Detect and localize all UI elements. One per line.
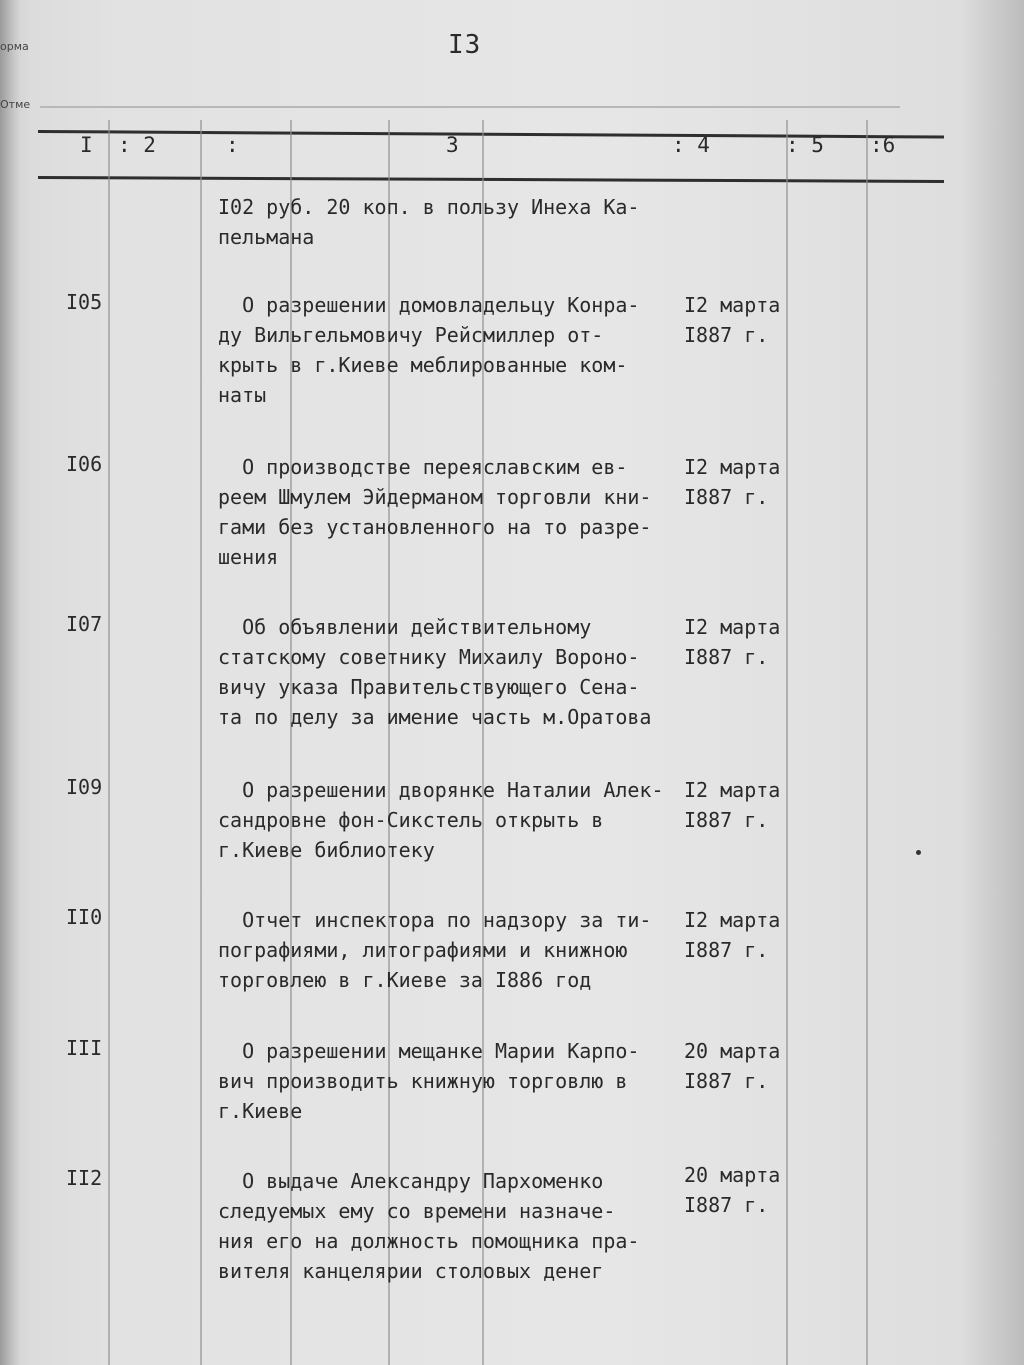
entry-date [684, 452, 780, 512]
header-col-1: I [80, 133, 93, 157]
entry-line: та по делу за имение часть м.Оратова [218, 705, 652, 729]
entry-line: пографиями, литографиями и книжною [218, 938, 628, 962]
entry-line: статскому советнику Михаилу Вороно- [218, 645, 640, 669]
binding-label-bottom: Отме [0, 98, 31, 111]
header-col-5: : 5 [786, 133, 824, 157]
entry-text [218, 1036, 698, 1126]
entry-line: крыть в г.Киеве меблированные ком- [218, 353, 628, 377]
entry-number: II0 [66, 905, 103, 929]
page-binding [0, 0, 22, 1365]
header-col-6: :6 [870, 133, 896, 157]
entry-date-line: I887 г. [684, 1069, 769, 1093]
entry-number: III [66, 1036, 103, 1060]
entry-line: вителя канцелярии столовых денег [218, 1259, 604, 1283]
entry-date-line: I887 г. [684, 323, 769, 347]
entry-date [684, 290, 780, 350]
bleed-through-rule [40, 106, 900, 108]
entry-line: О производстве переяславским ев- [218, 455, 628, 479]
entry-number: I09 [66, 775, 103, 799]
continuation-text [218, 192, 698, 252]
entry-date [684, 1160, 780, 1220]
entry-date-line: I887 г. [684, 1193, 769, 1217]
entry-line: реем Шмулем Эйдерманом торговли кни- [218, 485, 652, 509]
header-col-4: : 4 [672, 133, 710, 157]
entry-date [684, 1036, 780, 1096]
entry-date-line: I2 марта [684, 293, 781, 317]
table-header-bottom-rule [38, 176, 944, 183]
column-divider-6 [786, 120, 788, 1365]
entry-line: Об объявлении действительному [218, 615, 592, 639]
entry-text [218, 612, 698, 732]
entry-line: О выдаче Александру Пархоменко [218, 1169, 604, 1193]
entry-date-line: 20 марта [684, 1163, 781, 1187]
entry-line: О разрешении дворянке Наталии Алек- [218, 778, 664, 802]
page-number: I3 [448, 30, 482, 60]
column-divider-2 [200, 120, 202, 1365]
entry-date-line: I2 марта [684, 615, 781, 639]
continuation-line: пельмана [218, 225, 315, 249]
entry-date [684, 905, 780, 965]
header-col-3: 3 [446, 133, 459, 157]
entry-text [218, 1166, 698, 1286]
column-divider-7 [866, 120, 868, 1365]
entry-line: О разрешении мещанке Марии Карпо- [218, 1039, 640, 1063]
entry-text [218, 905, 698, 995]
entry-number: I05 [66, 290, 103, 314]
entry-line: г.Киеве [218, 1099, 303, 1123]
entry-date-line: I2 марта [684, 455, 781, 479]
entry-number: I06 [66, 452, 103, 476]
entry-line: следуемых ему со времени назначе- [218, 1199, 616, 1223]
entry-line: гами без установленного на то разре- [218, 515, 652, 539]
binding-label-top: орма [0, 40, 29, 53]
header-col-2: : 2 [118, 133, 156, 157]
entry-date-line: I2 марта [684, 908, 781, 932]
entry-line: ния его на должность помощника пра- [218, 1229, 640, 1253]
entry-date-line: I887 г. [684, 645, 769, 669]
entry-line: Отчет инспектора по надзору за ти- [218, 908, 652, 932]
entry-date-line: I887 г. [684, 938, 769, 962]
entry-text [218, 290, 698, 410]
entry-line: наты [218, 383, 267, 407]
entry-date-line: I887 г. [684, 485, 769, 509]
entry-line: г.Киеве библиотеку [218, 838, 435, 862]
entry-line: торговлею в г.Киеве за I886 год [218, 968, 592, 992]
entry-line: сандровне фон-Сикстель открыть в [218, 808, 604, 832]
entry-line: О разрешении домовладельцу Конра- [218, 293, 640, 317]
entry-text [218, 452, 698, 572]
entry-date-line: 20 марта [684, 1039, 781, 1063]
column-divider-1 [108, 120, 110, 1365]
entry-line: шения [218, 545, 279, 569]
entry-date-line: I887 г. [684, 808, 769, 832]
entry-date-line: I2 марта [684, 778, 781, 802]
entry-number: I07 [66, 612, 103, 636]
header-col-3-separator: : [226, 133, 239, 157]
entry-number: II2 [66, 1166, 103, 1190]
ink-speck [916, 850, 921, 855]
entry-text [218, 775, 698, 865]
entry-date [684, 612, 780, 672]
entry-line: ду Вильгельмовичу Рейсмиллер от- [218, 323, 604, 347]
entry-line: вичу указа Правительствующего Сена- [218, 675, 640, 699]
entry-date [684, 775, 780, 835]
entry-line: вич производить книжную торговлю в [218, 1069, 628, 1093]
continuation-line: I02 руб. 20 коп. в пользу Инеха Ка- [218, 195, 640, 219]
